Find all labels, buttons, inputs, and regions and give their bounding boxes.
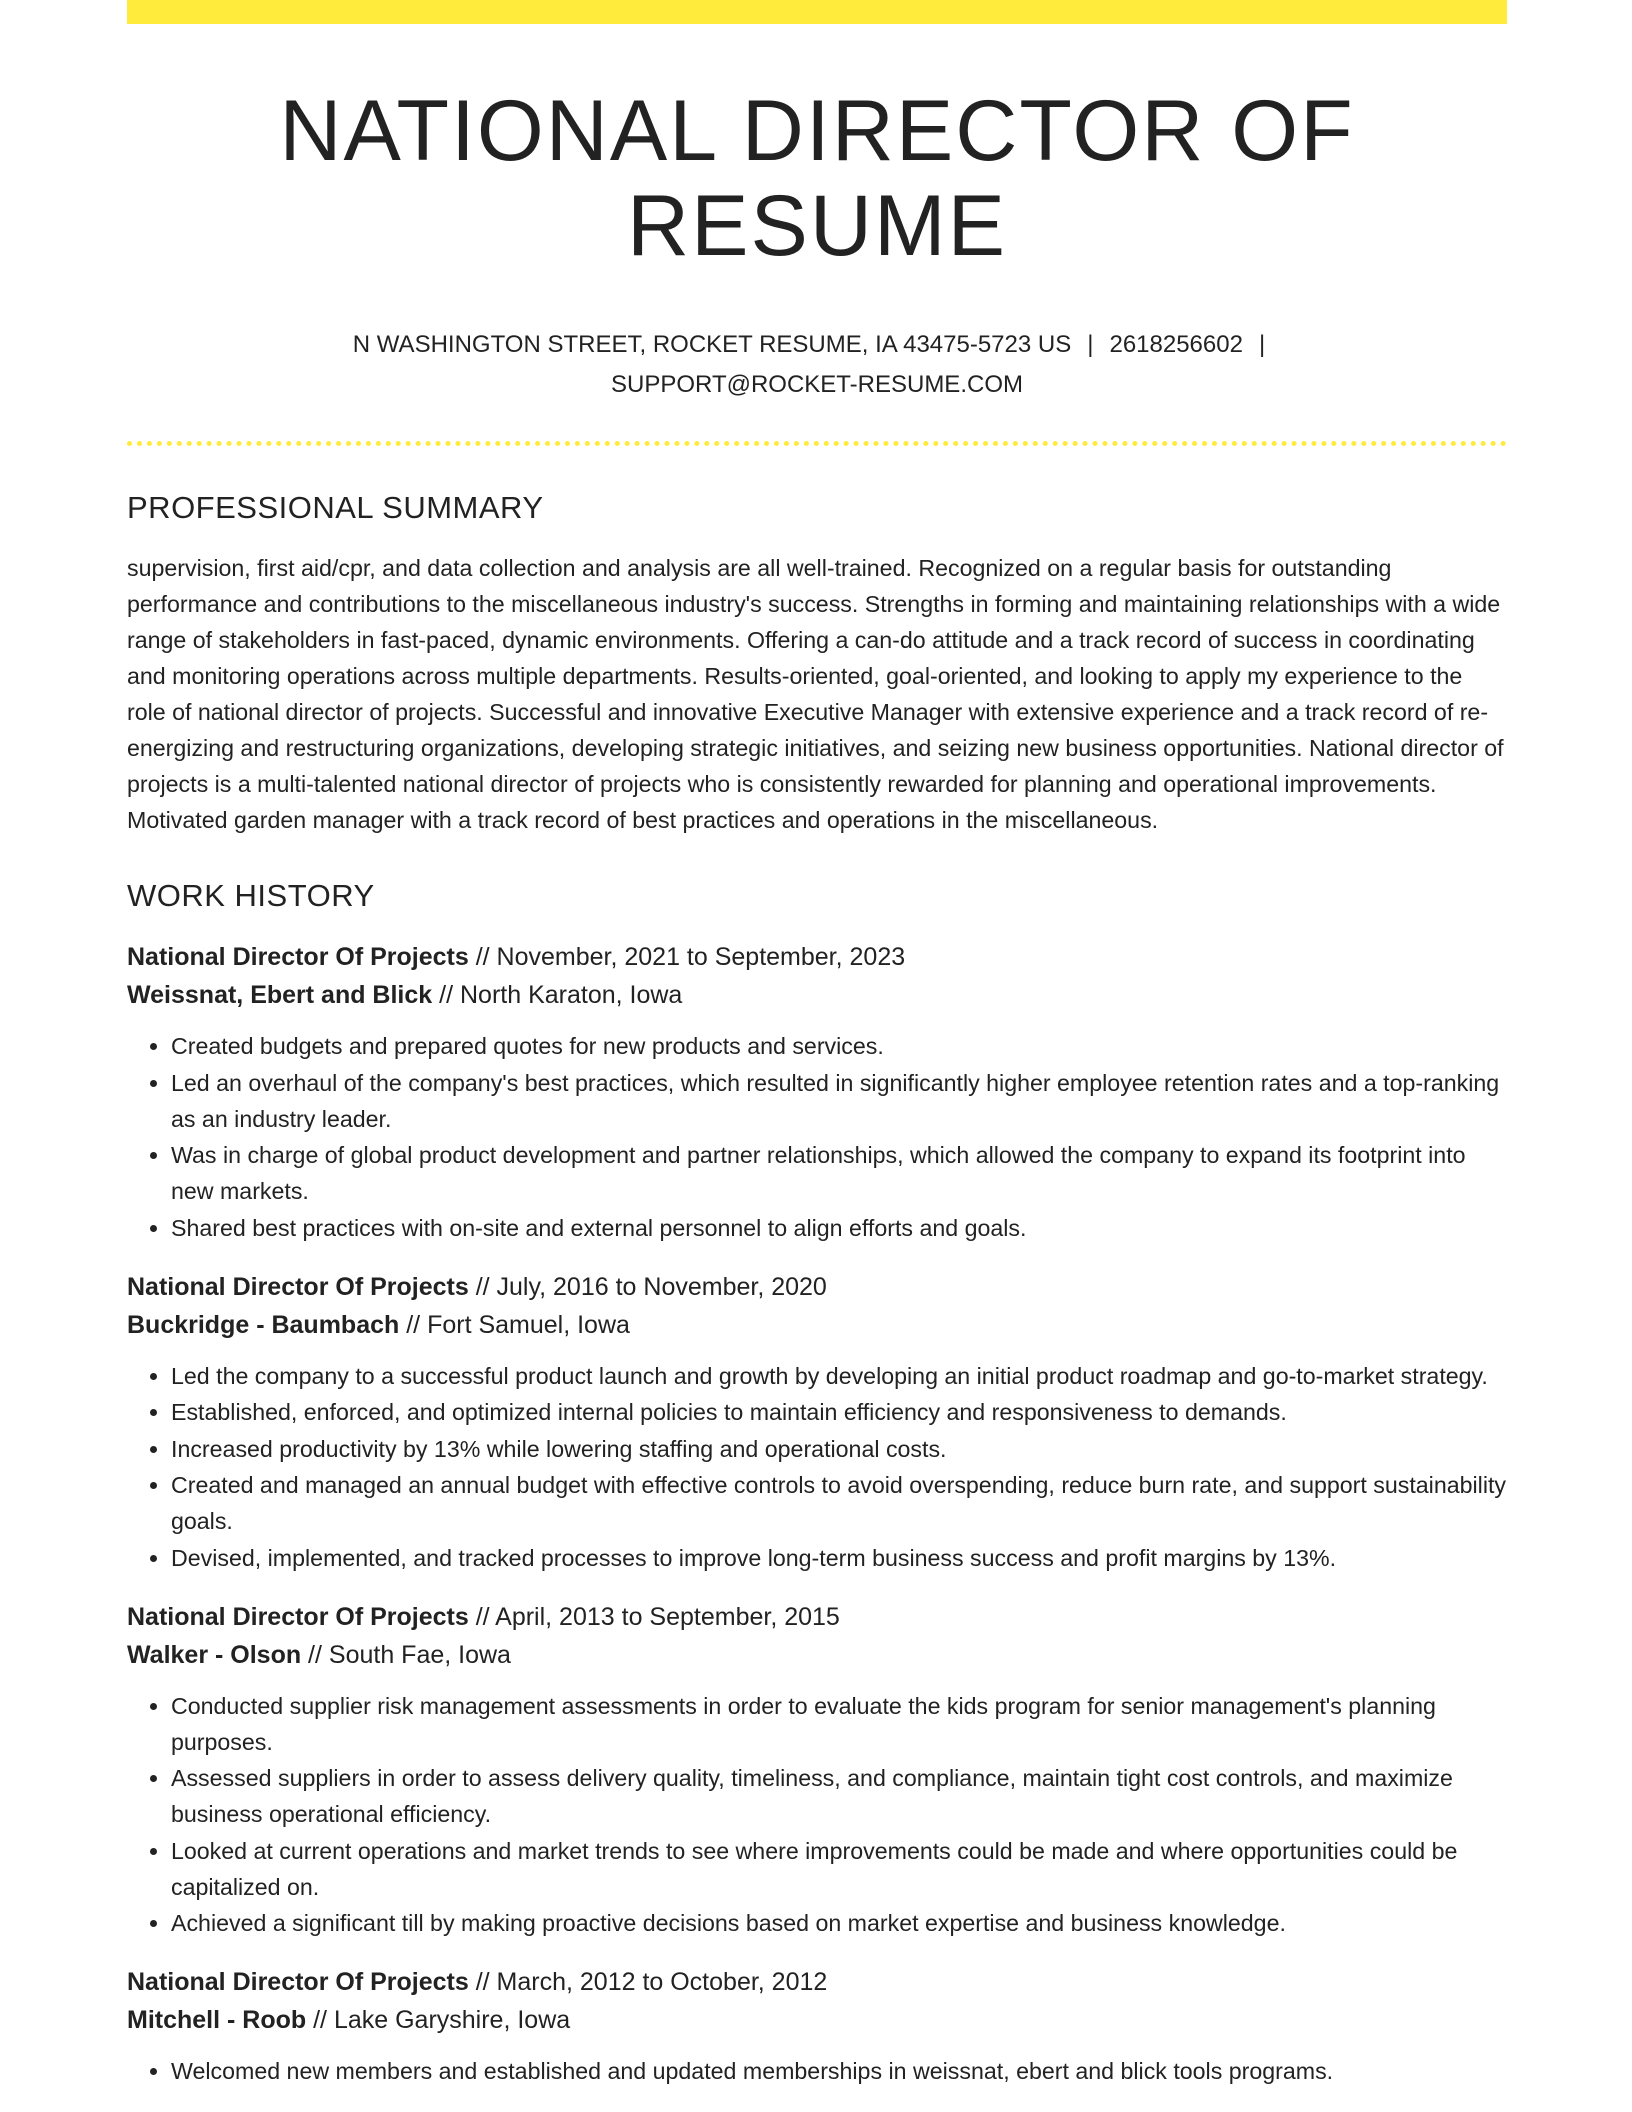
job-location: // South Fae, Iowa (301, 1640, 511, 1669)
contact-separator: | (1087, 331, 1094, 359)
job-bullet: • Created and managed an annual budget with effective controls to avoid overspending, reduce burn rate, and support sustainability goals. (171, 1467, 1507, 1539)
work-history-list (127, 938, 1507, 2089)
job-entry (127, 1598, 1507, 1942)
job-role-line (127, 1268, 1507, 1306)
job-role: National Director Of Projects (127, 943, 469, 972)
contact-info (127, 325, 1507, 405)
job-role-line (127, 938, 1507, 976)
job-entry (127, 938, 1507, 1246)
job-bullets (127, 2053, 1507, 2089)
job-role-line (127, 1598, 1507, 1636)
job-bullet: • Was in charge of global product development and partner relationships, which allowed the company to expand its footprint into new markets. (171, 1137, 1507, 1209)
job-bullet: • Achieved a significant till by making proactive decisions based on market expertise and business knowledge. (171, 1905, 1507, 1941)
job-location: // Fort Samuel, Iowa (399, 1310, 630, 1339)
job-company-line (127, 1306, 1507, 1344)
job-bullet: • Assessed suppliers in order to assess delivery quality, timeliness, and compliance, maintain tight cost controls, and maximize business operational efficiency. (171, 1760, 1507, 1832)
job-role: National Director Of Projects (127, 1968, 469, 1997)
job-bullet: • Shared best practices with on-site and external personnel to align efforts and goals. (171, 1210, 1507, 1246)
job-bullets (127, 1358, 1507, 1576)
job-entry (127, 1268, 1507, 1576)
job-company-line (127, 1636, 1507, 1674)
resume-title: NATIONAL DIRECTOR OF RESUME (279, 83, 1355, 274)
job-location: // North Karaton, Iowa (432, 981, 683, 1010)
summary-text: supervision, first aid/cpr, and data collection and analysis are all well-trained. Recognized on a regular basis for outstanding performance and contributions to the miscellaneous industry's success. Strengths in forming and maintaining relationships with a wide range of stakeholders in fast-paced, dynamic environments. Offering a can-do attitude and a track record of success in coordinating and monitoring operations across multiple departments. Results-oriented, goal-oriented, and looking to apply my experience to the role of national director of projects. Successful and innovative Executive Manager with extensive experience and a track record of re-energizing and restructuring organizations, developing strategic initiatives, and seizing new business opportunities. National director of projects is a multi-talented national director of projects who is consistently rewarded for planning and operational improvements. Motivated garden manager with a track record of best practices and operations in the miscellaneous. (127, 555, 1504, 834)
job-dates: // November, 2021 to September, 2023 (468, 943, 906, 972)
job-company: Buckridge - Baumbach (127, 1310, 400, 1339)
summary-heading: PROFESSIONAL SUMMARY (127, 490, 544, 526)
contact-email: SUPPORT@ROCKET-RESUME.COM (611, 371, 1023, 399)
work-history-heading: WORK HISTORY (127, 878, 375, 914)
job-bullet: • Created budgets and prepared quotes for new products and services. (171, 1028, 1507, 1064)
job-role: National Director Of Projects (127, 1272, 469, 1301)
job-bullets (127, 1028, 1507, 1246)
dotted-divider (127, 441, 1507, 446)
resume-page (127, 0, 1507, 2090)
job-dates: // July, 2016 to November, 2020 (468, 1272, 827, 1301)
contact-address: N WASHINGTON STREET, ROCKET RESUME, IA 43475-5723 US (352, 331, 1072, 359)
job-bullet: • Led an overhaul of the company's best practices, which resulted in significantly higher employee retention rates and a top-ranking as an industry leader. (171, 1065, 1507, 1137)
job-bullet: • Established, enforced, and optimized internal policies to maintain efficiency and responsiveness to demands. (171, 1394, 1507, 1430)
job-bullet: • Devised, implemented, and tracked processes to improve long-term business success and profit margins by 13%. (171, 1540, 1507, 1576)
accent-top-bar (127, 0, 1507, 24)
job-bullet: • Welcomed new members and established and updated memberships in weissnat, ebert and blick tools programs. (171, 2053, 1507, 2089)
job-bullet: • Conducted supplier risk management assessments in order to evaluate the kids program for senior management's planning purposes. (171, 1688, 1507, 1760)
job-dates: // March, 2012 to October, 2012 (468, 1968, 828, 1997)
job-company: Weissnat, Ebert and Blick (127, 981, 433, 1010)
job-role-line (127, 1963, 1507, 2001)
job-entry (127, 1963, 1507, 2089)
job-bullet: • Looked at current operations and market trends to see where improvements could be made and where opportunities could be capitalized on. (171, 1833, 1507, 1905)
job-bullet: • Led the company to a successful product launch and growth by developing an initial product roadmap and go-to-market strategy. (171, 1358, 1507, 1394)
job-company: Walker - Olson (127, 1640, 302, 1669)
job-dates: // April, 2013 to September, 2015 (468, 1602, 840, 1631)
job-company-line (127, 976, 1507, 1014)
contact-separator: | (1258, 331, 1266, 359)
job-bullets (127, 1688, 1507, 1942)
contact-phone: 2618256602 (1109, 331, 1243, 359)
job-bullet: • Increased productivity by 13% while lowering staffing and operational costs. (171, 1431, 1507, 1467)
job-company-line (127, 2001, 1507, 2039)
job-company: Mitchell - Roob (127, 2006, 307, 2035)
job-location: // Lake Garyshire, Iowa (306, 2006, 571, 2035)
job-role: National Director Of Projects (127, 1602, 469, 1631)
